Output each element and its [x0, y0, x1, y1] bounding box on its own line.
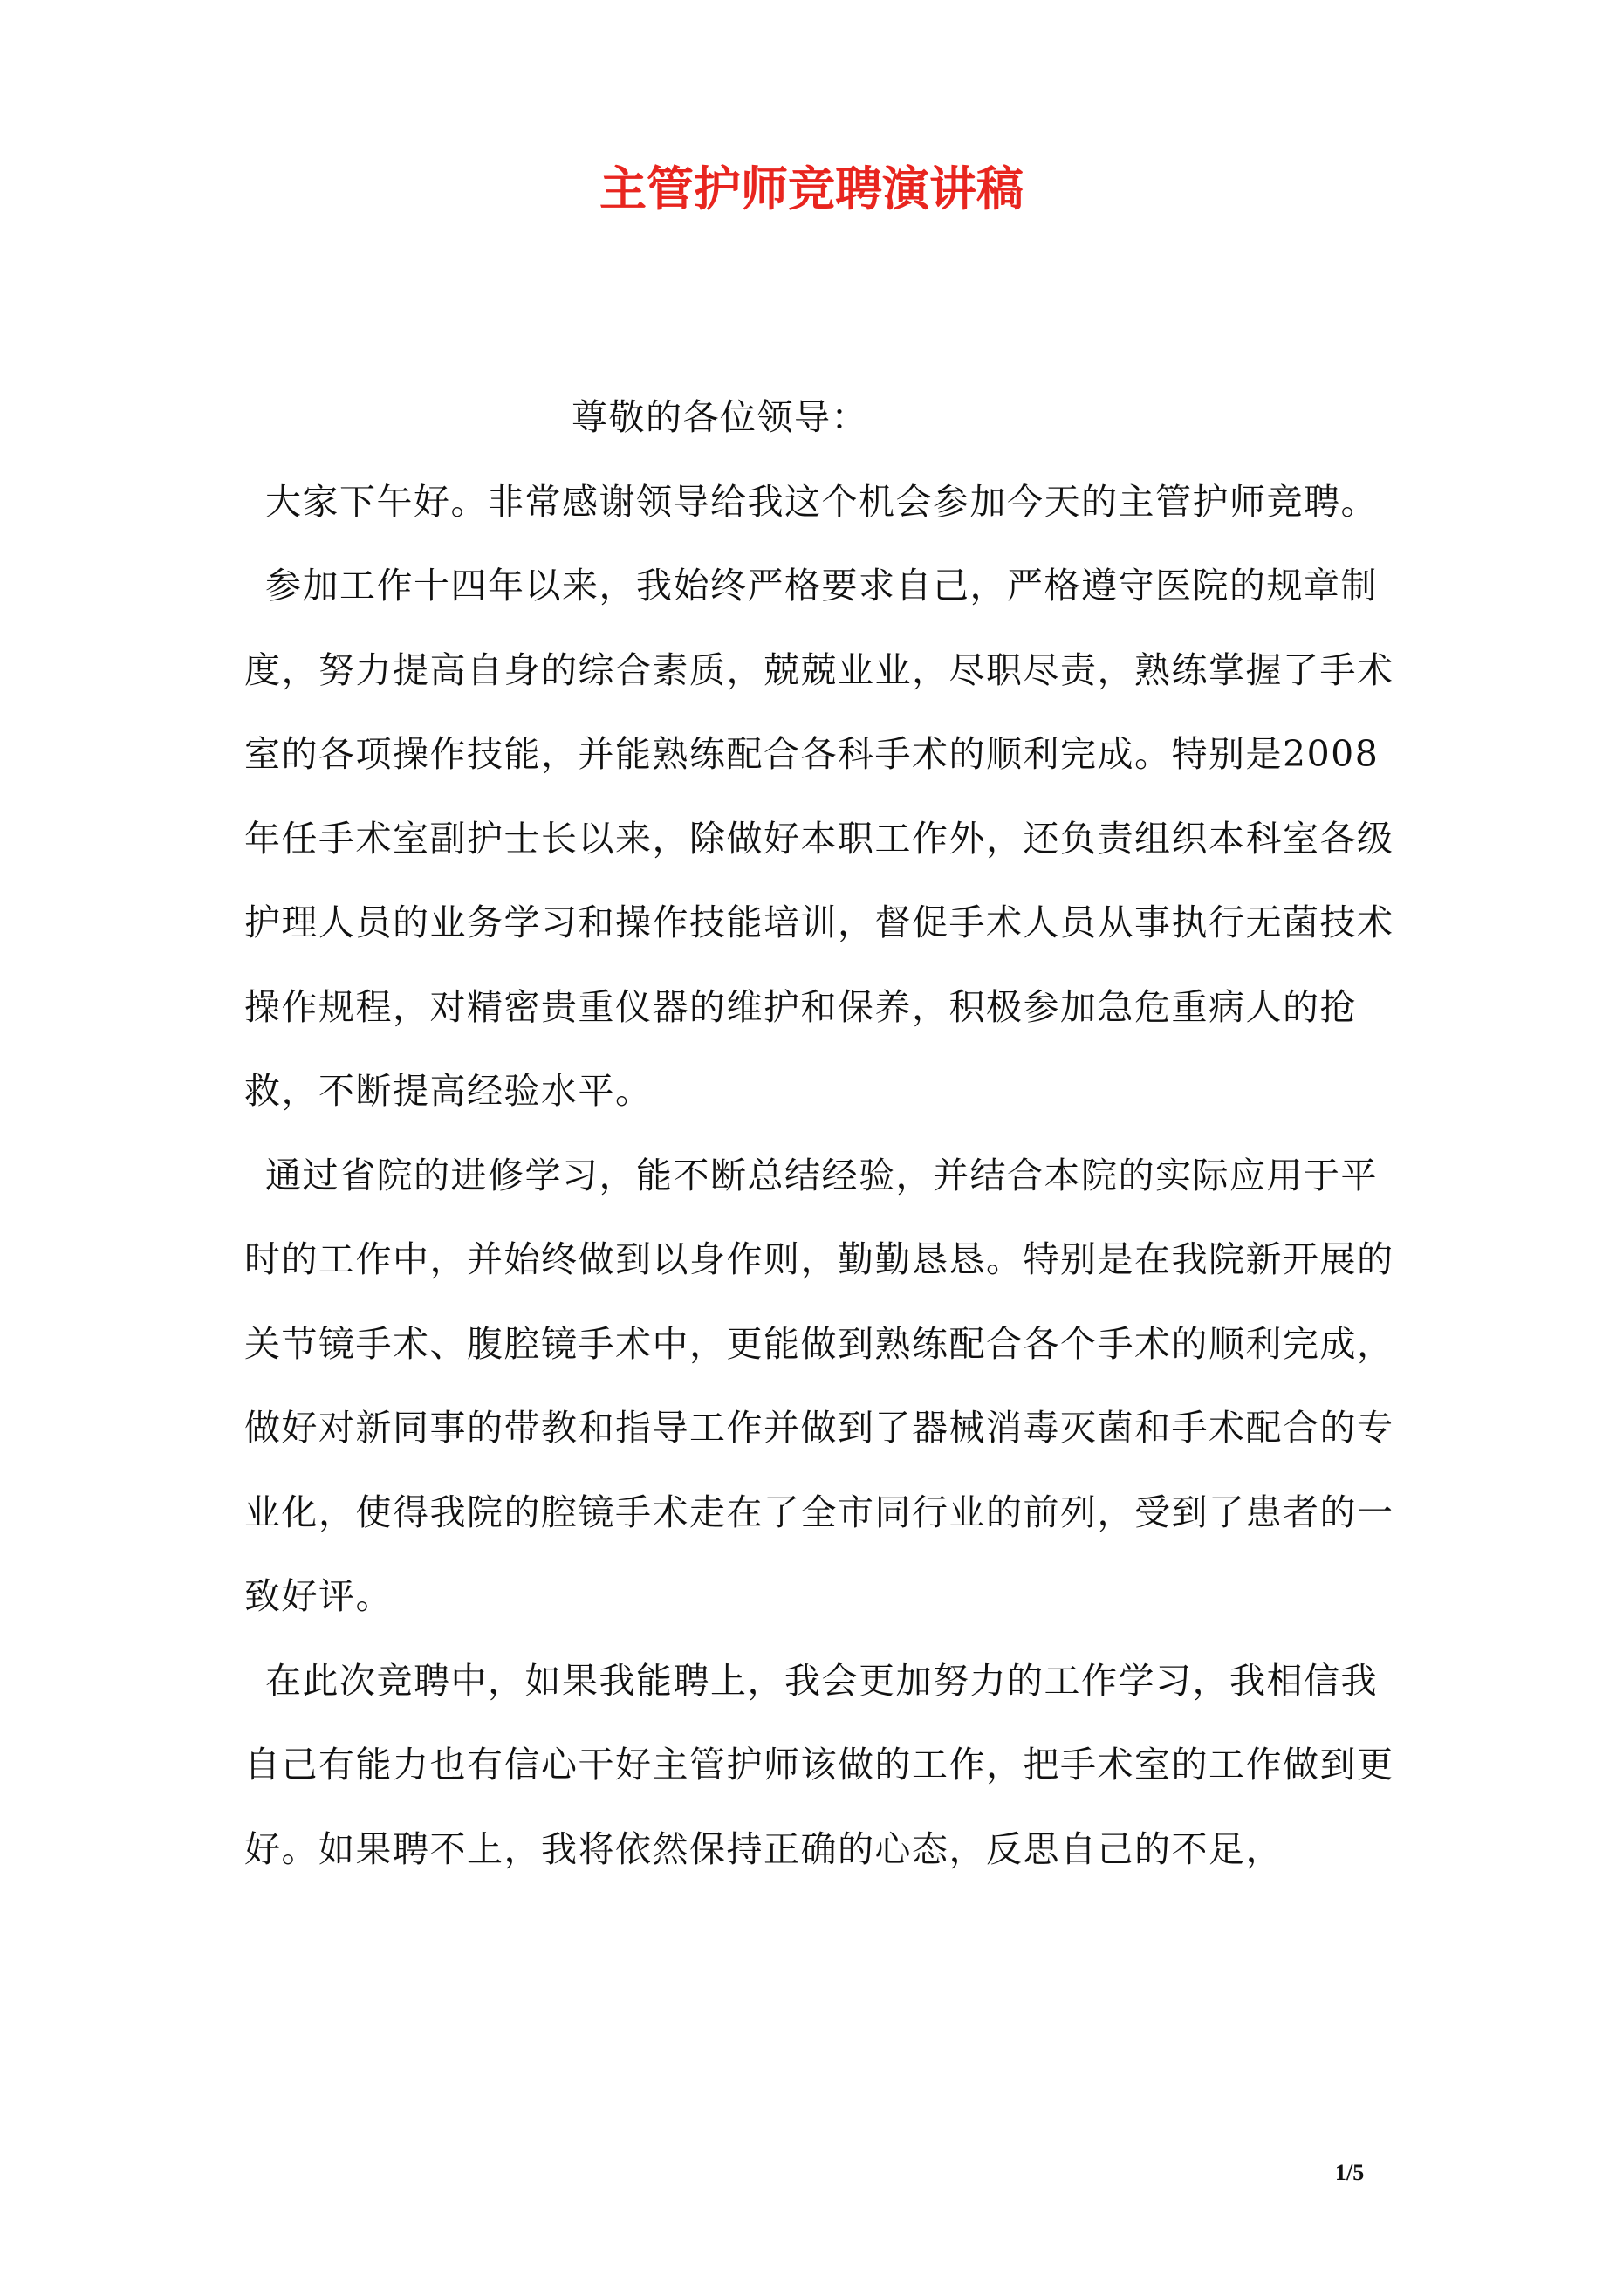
- paragraph-greeting: 大家下午好。非常感谢领导给我这个机会参加今天的主管护师竞聘。: [265, 480, 1378, 523]
- paragraph-work-experience: 参加工作十四年以来，我始终严格要求自己，严格遵守医院的规章制度，努力提高自身的综合素质，兢兢业业，尽职尽责，熟练掌握了手术室的各项操作技能，并能熟练配合各科手术的顺利完成。特别是2008年任手术室副护士长以来，除做好本职工作外，还负责组织本科室各级护理人员的业务学习和操作技能培训，督促手术人员从事执行无菌技术操作规程，对精密贵重仪器的维护和保养，积极参加急危重病人的抢救，不断提高经验水平。: [244, 565, 1394, 1112]
- page-number: 1/5: [1335, 2160, 1365, 2185]
- paragraph-training: 通过省院的进修学习，能不断总结经验，并结合本院的实际应用于平时的工作中，并始终做到以身作则，勤勤恳恳。特别是在我院新开展的关节镜手术、腹腔镜手术中，更能做到熟练配合各个手术的顺利完成，做好对新同事的带教和指导工作并做到了器械消毒灭菌和手术配合的专业化，使得我院的腔镜手术走在了全市同行业的前列，受到了患者的一致好评。: [244, 1154, 1394, 1617]
- salutation: 尊敬的各位领导：: [572, 396, 868, 438]
- paragraph-commitment: 在此次竞聘中，如果我能聘上，我会更加努力的工作学习，我相信我自己有能力也有信心干好主管护师该做的工作，把手术室的工作做到更好。如果聘不上，我将依然保持正确的心态，反思自己的不足，: [244, 1659, 1394, 1870]
- document-body: [244, 375, 1405, 1891]
- document-title: 主管护师竞聘演讲稿: [599, 161, 1024, 216]
